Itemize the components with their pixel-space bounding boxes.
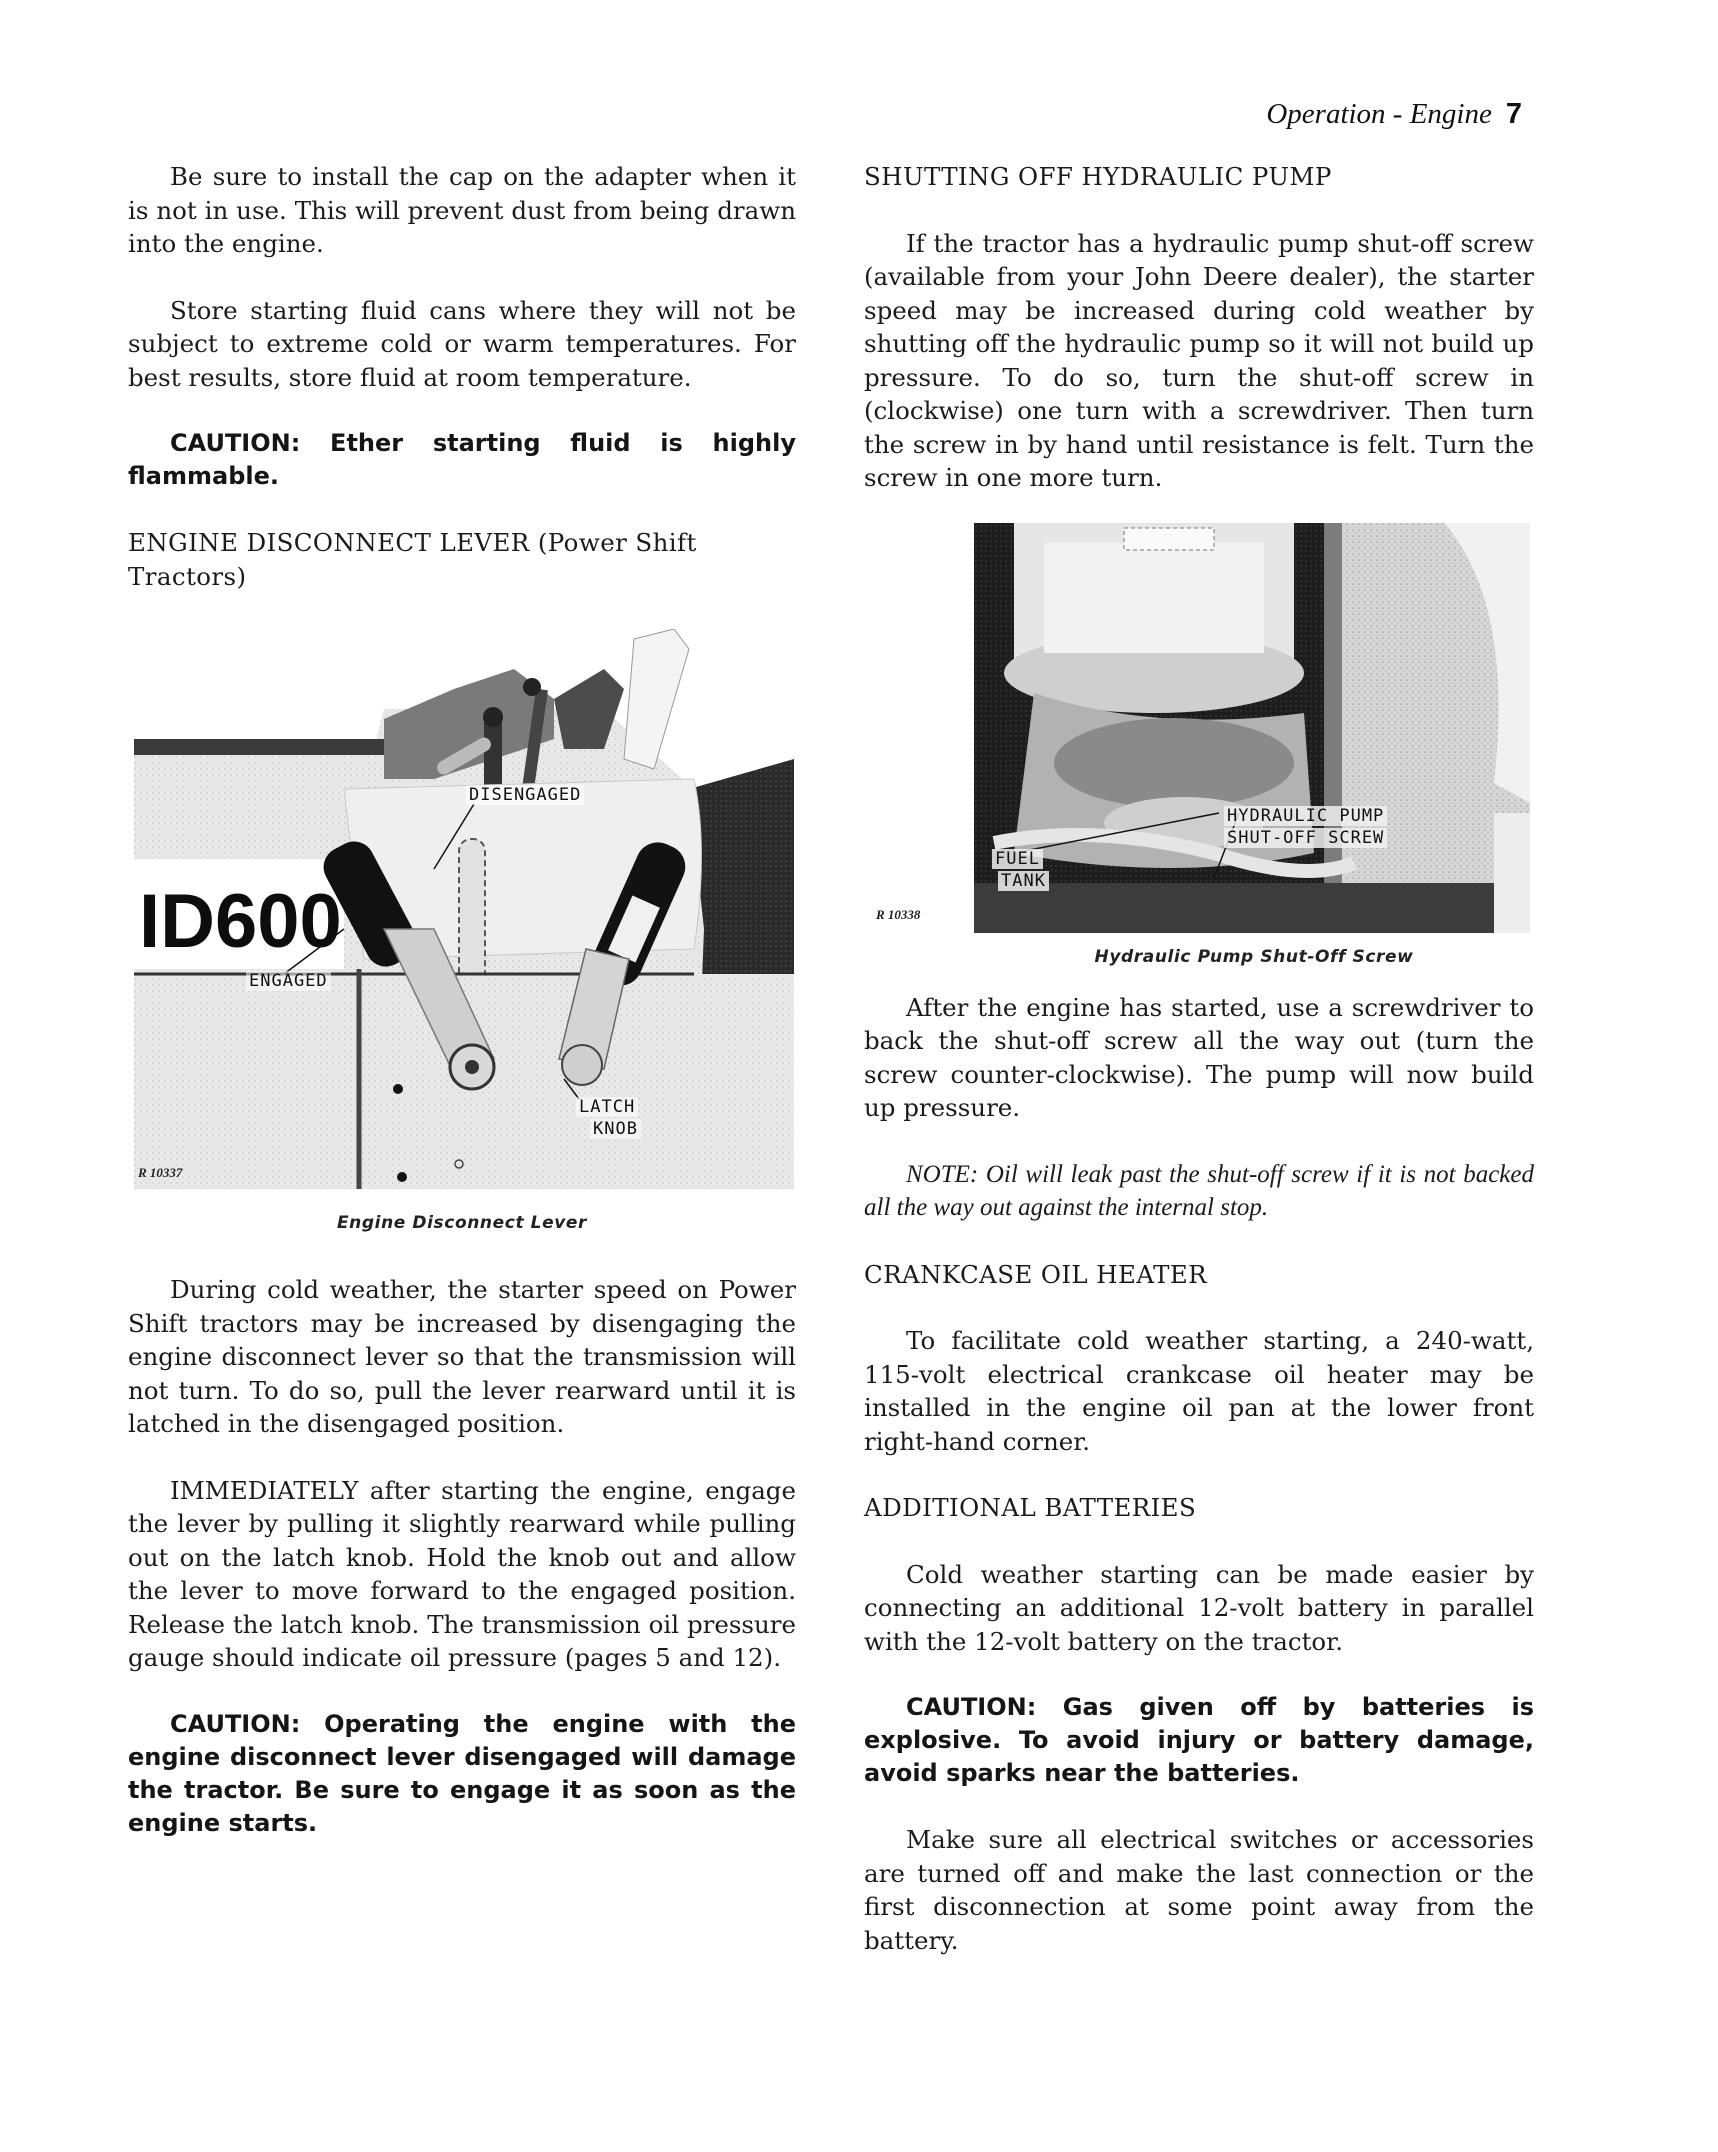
paragraph-fluid-storage: Store starting fluid cans where they will not be subject to extreme cold or warm temperatures. For best results, store fluid at room temperature. bbox=[128, 295, 796, 392]
figure-ref-number-2: R 10338 bbox=[876, 906, 921, 922]
figure-ref-number: R 10337 bbox=[138, 1165, 183, 1180]
heading-shutting-off-pump: SHUTTING OFF HYDRAULIC PUMP bbox=[864, 162, 1332, 191]
caution-explosive-gas: CAUTION: Gas given off by batteries is explosive. To avoid injury or battery damage, avoid sparks near the batteries. bbox=[864, 1693, 1534, 1787]
figure-caption-lever: Engine Disconnect Lever bbox=[336, 1213, 588, 1233]
paragraph-immediately-engage: IMMEDIATELY after starting the engine, engage the lever by pulling it slightly rearward while pulling out on the latch knob. Hold the knob out and allow the lever to move forward to the engaged position. Release the latch knob. The transmission oil pressure gauge should indicate oil pressure (pages 5 and 12). bbox=[128, 1475, 796, 1672]
left-column bbox=[128, 160, 796, 1840]
paragraph-adapter-cap: Be sure to install the cap on the adapter when it is not in use. This will prevent dust from being drawn into the engine. bbox=[128, 162, 796, 258]
right-column bbox=[864, 160, 1534, 1957]
caution-flammable: CAUTION: Ether starting fluid is highly flammable. bbox=[128, 429, 796, 490]
model-badge: ID600 bbox=[139, 879, 342, 964]
label-hydraulic-pump: HYDRAULIC PUMP bbox=[1224, 806, 1387, 826]
paragraph-crankcase-heater: To facilitate cold weather starting, a 240-watt, 115-volt electrical crankcase oil heater may be installed in the engine oil pan at the lower front right-hand corner. bbox=[864, 1326, 1534, 1456]
heading-engine-disconnect: ENGINE DISCONNECT LEVER (Power Shift Tractors) bbox=[128, 528, 697, 591]
hydraulic-pump-photo bbox=[974, 523, 1530, 933]
label-disengaged: DISENGAGED bbox=[466, 785, 584, 805]
label-latch: LATCH bbox=[576, 1097, 638, 1117]
paragraph-pump-shutoff: If the tractor has a hydraulic pump shut-off screw (available from your John Deere dealer), the starter speed may be increased during cold weather by shutting off the hydraulic pump so it will not build up pressure. To do so, turn the shut-off screw in (clockwise) one turn with a screwdriver. Then turn the screw in by hand until resistance is felt. Turn the screw in one more turn. bbox=[864, 228, 1534, 492]
label-shutoff-screw: SHUT-OFF SCREW bbox=[1224, 828, 1387, 848]
lever-illustration bbox=[134, 629, 794, 1189]
note-oil-leak: NOTE: Oil will leak past the shut-off screw if it is not backed all the way out against the internal stop. bbox=[864, 1160, 1534, 1221]
page-header bbox=[1266, 98, 1522, 131]
paragraph-additional-battery: Cold weather starting can be made easier by connecting an additional 12-volt battery in parallel with the 12-volt battery on the tractor. bbox=[864, 1559, 1534, 1656]
page-number: 7 bbox=[1505, 98, 1522, 130]
engine-disconnect-lever-photo bbox=[134, 629, 794, 1189]
label-tank: TANK bbox=[998, 871, 1049, 891]
section-title: Operation - Engine bbox=[1266, 98, 1492, 130]
paragraph-connection-order: Make sure all electrical switches or accessories are turned off and make the last connection or the first disconnection at some point away from the battery. bbox=[864, 1825, 1534, 1955]
heading-additional-batteries: ADDITIONAL BATTERIES bbox=[864, 1493, 1197, 1522]
heading-crankcase-heater: CRANKCASE OIL HEATER bbox=[864, 1259, 1207, 1289]
label-fuel: FUEL bbox=[992, 849, 1043, 869]
label-knob: KNOB bbox=[590, 1119, 641, 1139]
paragraph-cold-weather-disconnect: During cold weather, the starter speed on Power Shift tractors may be increased by disengaging the engine disconnect lever so that the transmission will not turn. To do so, pull the lever rearward until it is latched in the disengaged position. bbox=[128, 1275, 796, 1438]
label-engaged: ENGAGED bbox=[246, 971, 331, 991]
pump-illustration bbox=[974, 523, 1530, 933]
figure-caption-pump: Hydraulic Pump Shut-Off Screw bbox=[1094, 946, 1414, 967]
paragraph-back-out-screw: After the engine has started, use a screwdriver to back the shut-off screw all the way out (turn the screw counter-clockwise). The pump will now build up pressure. bbox=[864, 992, 1534, 1122]
caution-damage-tractor: CAUTION: Operating the engine with the engine disconnect lever disengaged will damage the tractor. Be sure to engage it as soon as the engine starts. bbox=[128, 1709, 796, 1837]
